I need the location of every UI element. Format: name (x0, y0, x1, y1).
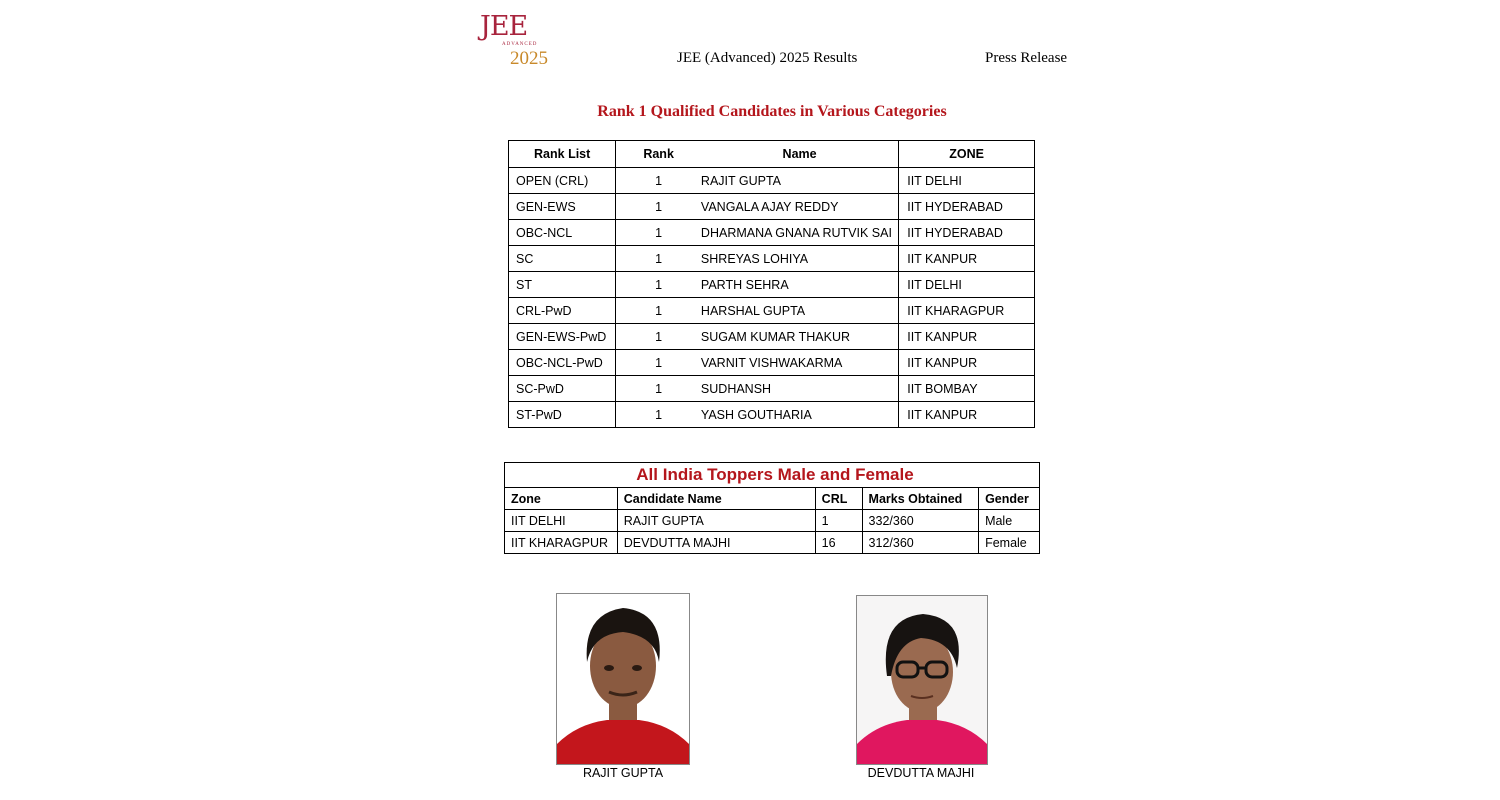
table-row (509, 298, 1035, 324)
table-row (509, 194, 1035, 220)
toppers-title: All India Toppers Male and Female (505, 463, 1040, 488)
zone-cell: IIT KANPUR (899, 324, 1035, 350)
portrait-image (557, 594, 689, 764)
zone-cell: IIT HYDERABAD (899, 220, 1035, 246)
table-header-row (509, 141, 1035, 168)
name-cell: YASH GOUTHARIA (701, 402, 899, 428)
name-cell: DHARMANA GNANA RUTVIK SAI (701, 220, 899, 246)
marks-cell: 332/360 (862, 510, 979, 532)
rank-cell: 1 (616, 350, 701, 376)
zone-cell: IIT DELHI (899, 168, 1035, 194)
category-cell: GEN-EWS-PwD (509, 324, 616, 350)
table-row (509, 272, 1035, 298)
name-cell: VANGALA AJAY REDDY (701, 194, 899, 220)
rank-cell: 1 (616, 272, 701, 298)
rank-cell: 1 (616, 402, 701, 428)
rank-cell: 1 (616, 298, 701, 324)
marks-cell: 312/360 (862, 532, 979, 554)
photo-caption: DEVDUTTA MAJHI (867, 766, 975, 780)
table-row (509, 402, 1035, 428)
name-cell: HARSHAL GUPTA (701, 298, 899, 324)
name-cell: SUGAM KUMAR THAKUR (701, 324, 899, 350)
header-name: Name (701, 141, 899, 168)
header-rank: Rank (616, 141, 701, 168)
header-crl: CRL (815, 488, 862, 510)
rank-cell: 1 (616, 246, 701, 272)
table-row (509, 168, 1035, 194)
table-header-row (505, 488, 1040, 510)
category-cell: OBC-NCL (509, 220, 616, 246)
crl-cell: 16 (815, 532, 862, 554)
rank-cell: 1 (616, 324, 701, 350)
category-cell: ST (509, 272, 616, 298)
table-row (509, 324, 1035, 350)
table-row (509, 350, 1035, 376)
portrait-image (857, 596, 987, 764)
category-cell: ST-PwD (509, 402, 616, 428)
table-row (505, 510, 1040, 532)
header-candidate-name: Candidate Name (617, 488, 815, 510)
document-header-title: JEE (Advanced) 2025 Results (677, 50, 858, 66)
rank-section-title: Rank 1 Qualified Candidates in Various Categories (597, 103, 947, 120)
toppers-table (504, 462, 1040, 554)
rank-cell: 1 (616, 194, 701, 220)
candidate-photo-devdutta-majhi (856, 595, 988, 765)
document-page (470, 0, 1068, 800)
logo-text: JEE (480, 11, 528, 42)
press-release-label: Press Release (985, 50, 1068, 66)
rank-cell: 1 (616, 220, 701, 246)
jee-advanced-logo (480, 12, 550, 70)
zone-cell: IIT BOMBAY (899, 376, 1035, 402)
logo-subtext: ADVANCED (502, 42, 538, 47)
rank-cell: 1 (616, 376, 701, 402)
category-cell: SC-PwD (509, 376, 616, 402)
table-row (505, 532, 1040, 554)
header-zone: ZONE (899, 141, 1035, 168)
gender-cell: Female (979, 532, 1040, 554)
category-cell: OPEN (CRL) (509, 168, 616, 194)
logo-year: 2025 (510, 48, 548, 69)
name-cell: SUDHANSH (701, 376, 899, 402)
header-marks: Marks Obtained (862, 488, 979, 510)
zone-cell: IIT KHARAGPUR (505, 532, 618, 554)
zone-cell: IIT HYDERABAD (899, 194, 1035, 220)
candidate-name-cell: DEVDUTTA MAJHI (617, 532, 815, 554)
header-gender: Gender (979, 488, 1040, 510)
zone-cell: IIT KANPUR (899, 350, 1035, 376)
gender-cell: Male (979, 510, 1040, 532)
category-cell: GEN-EWS (509, 194, 616, 220)
header-zone: Zone (505, 488, 618, 510)
category-cell: CRL-PwD (509, 298, 616, 324)
zone-cell: IIT KANPUR (899, 246, 1035, 272)
name-cell: SHREYAS LOHIYA (701, 246, 899, 272)
zone-cell: IIT KHARAGPUR (899, 298, 1035, 324)
candidate-photo-rajit-gupta (556, 593, 690, 765)
table-row (509, 220, 1035, 246)
category-cell: SC (509, 246, 616, 272)
name-cell: RAJIT GUPTA (701, 168, 899, 194)
name-cell: VARNIT VISHWAKARMA (701, 350, 899, 376)
crl-cell: 1 (815, 510, 862, 532)
zone-cell: IIT KANPUR (899, 402, 1035, 428)
photo-caption: RAJIT GUPTA (582, 766, 664, 780)
table-row (509, 376, 1035, 402)
rank-cell: 1 (616, 168, 701, 194)
table-row (509, 246, 1035, 272)
category-cell: OBC-NCL-PwD (509, 350, 616, 376)
header-rank-list: Rank List (509, 141, 616, 168)
name-cell: PARTH SEHRA (701, 272, 899, 298)
rank1-table (508, 140, 1035, 428)
zone-cell: IIT DELHI (505, 510, 618, 532)
zone-cell: IIT DELHI (899, 272, 1035, 298)
candidate-name-cell: RAJIT GUPTA (617, 510, 815, 532)
